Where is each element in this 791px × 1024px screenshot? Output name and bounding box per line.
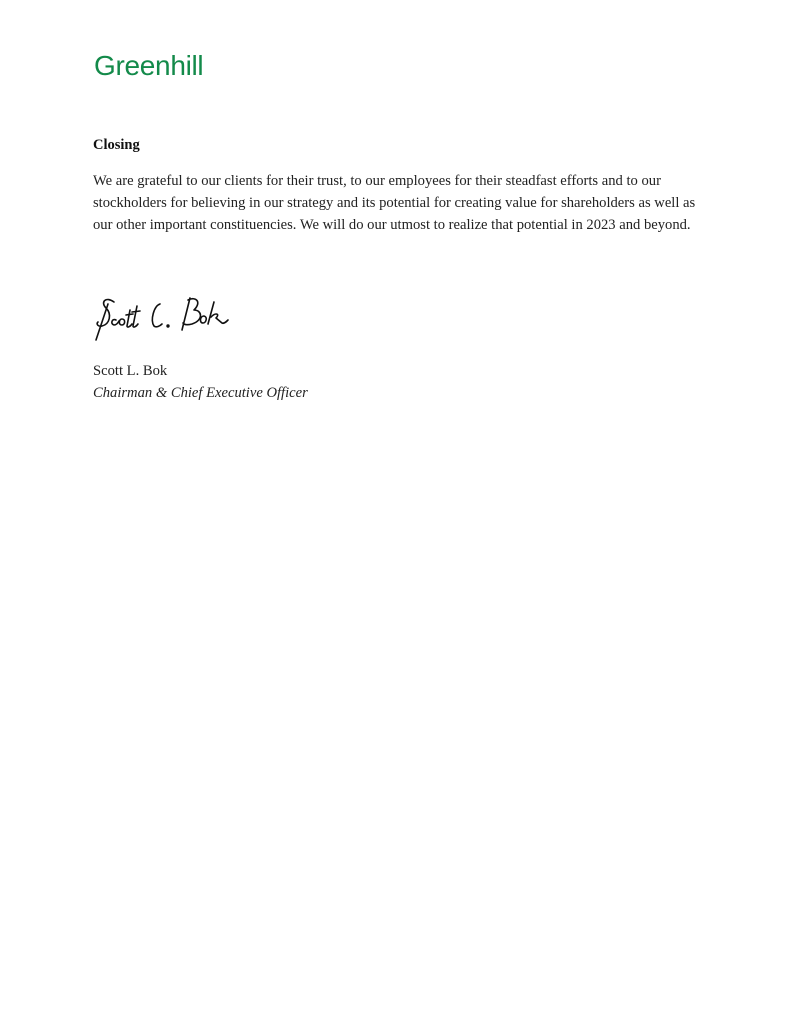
greenhill-logo: Greenhill xyxy=(94,50,204,81)
section-heading: Closing xyxy=(93,137,140,153)
closing-paragraph: We are grateful to our clients for their trust, to our employees for their steadfast efforts and to our stockholders for believing in our strategy and its potential for creating value for shareholders as well as our other important constituencies. We will do our utmost to realize that potential in 2023 and beyond. xyxy=(93,173,696,233)
handwritten-signature xyxy=(92,290,242,342)
signer-name: Scott L. Bok xyxy=(93,363,168,379)
signer-title: Chairman & Chief Executive Officer xyxy=(93,385,308,401)
